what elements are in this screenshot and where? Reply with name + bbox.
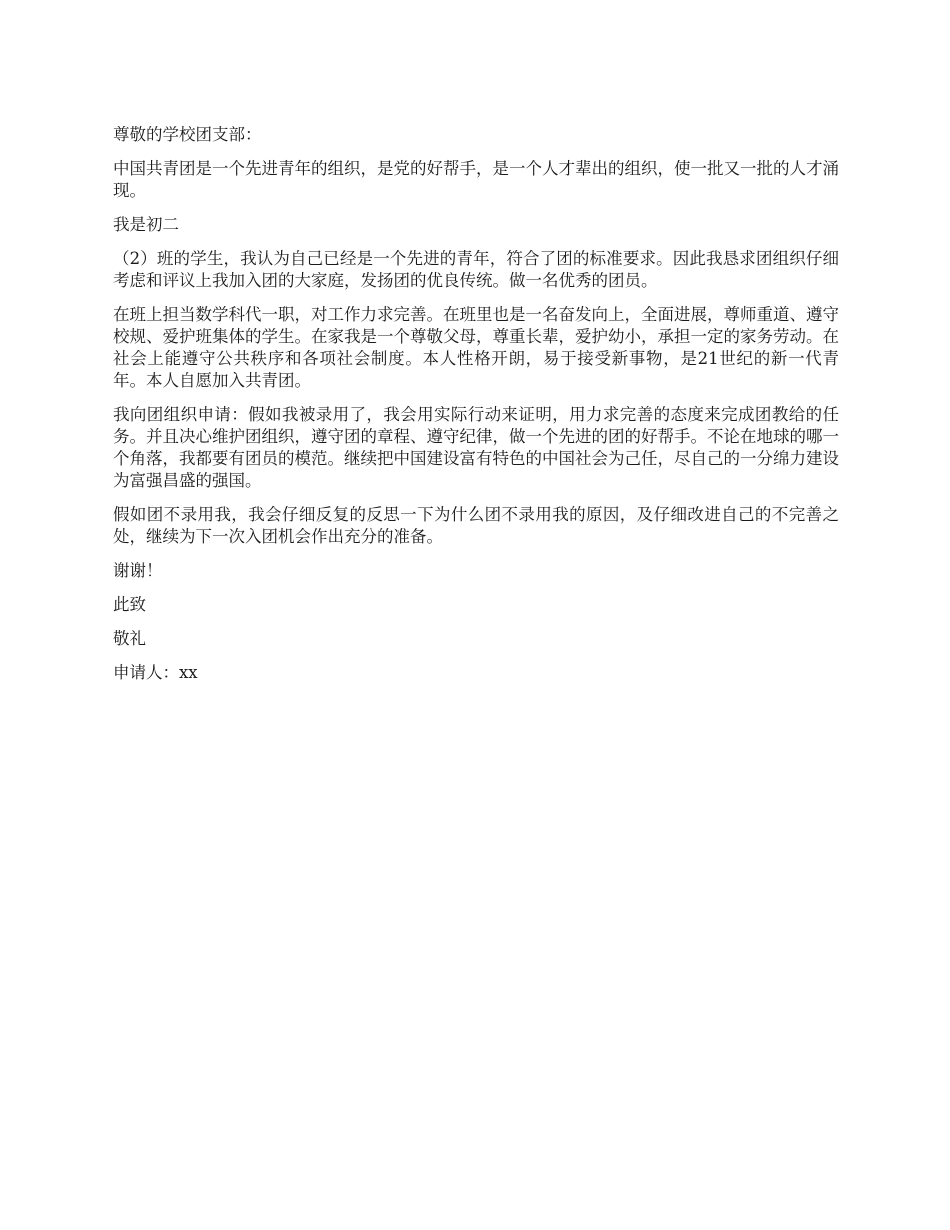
intro-paragraph: 中国共青团是一个先进青年的组织，是党的好帮手，是一个人才辈出的组织，使一批又一批的人才涌现。	[113, 159, 839, 200]
closing-line: 此致	[113, 595, 146, 614]
class-paragraph: （2）班的学生，我认为自己已经是一个先进的青年，符合了团的标准要求。因此我恳求团组织仔细考虑和评议上我加入团的大家庭，发扬团的优良传统。做一名优秀的团员。	[113, 249, 839, 290]
self-description-paragraph: 在班上担当数学科代一职，对工作力求完善。在班里也是一名奋发向上，全面进展，尊师重道、遵守校规、爱护班集体的学生。在家我是一个尊敬父母，尊重长辈，爱护幼小，承担一定的家务劳动。在社会上能遵守公共秩序和各项社会制度。本人性格开朗，易于接受新事物，是21世纪的新一代青年。本人自愿加入共青团。	[113, 305, 839, 390]
salutation: 尊敬的学校团支部：	[113, 125, 262, 144]
letter-body	[113, 124, 839, 696]
thanks-line: 谢谢！	[113, 561, 163, 580]
signature-line: 申请人：xx	[113, 663, 198, 682]
grade-line: 我是初二	[113, 215, 179, 234]
commitment-paragraph: 我向团组织申请：假如我被录用了，我会用实际行动来证明，用力求完善的态度来完成团教给的任务。并且决心维护团组织，遵守团的章程、遵守纪律，做一个先进的团的好帮手。不论在地球的哪一个角落，我都要有团员的模范。继续把中国建设富有特色的中国社会为己任，尽自己的一分绵力建设为富强昌盛的强国。	[113, 405, 839, 490]
reflection-paragraph: 假如团不录用我，我会仔细反复的反思一下为什么团不录用我的原因，及仔细改进自己的不完善之处，继续为下一次入团机会作出充分的准备。	[113, 505, 839, 546]
regards-line: 敬礼	[113, 629, 146, 648]
